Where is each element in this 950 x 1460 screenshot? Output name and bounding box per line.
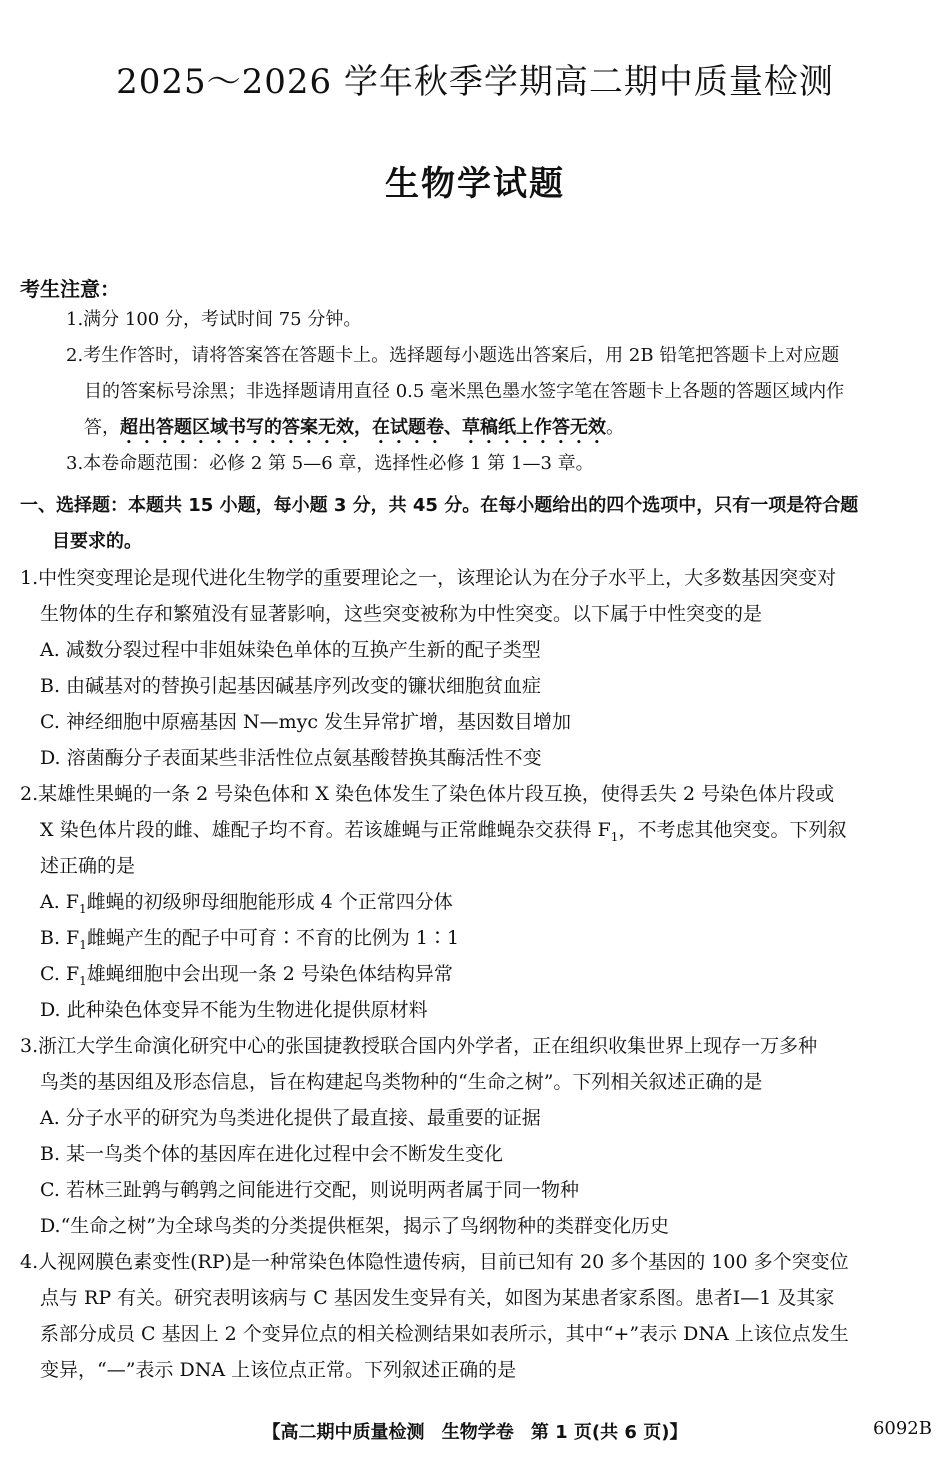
notice-item-2-line-1: 2.考生作答时，请将答案答在答题卡上。选择题每小题选出答案后，用 2B 铅笔把答题卡上对应题: [66, 345, 840, 366]
question-2-stem-line-1: 2.某雄性果蝇的一条 2 号染色体和 X 染色体发生了染色体片段互换，使得丢失 2 号染色体片段或: [20, 783, 835, 805]
exam-title: 2025～2026 学年秋季学期高二期中质量检测: [116, 62, 834, 102]
question-1-stem-line-2: 生物体的生存和繁殖没有显著影响，这些突变被称为中性突变。以下属于中性突变的是: [40, 603, 763, 625]
question-1-option-d: D. 溶菌酶分子表面某些非活性位点氨基酸替换其酶活性不变: [40, 747, 542, 769]
notice-item-2-line-3: [20, 410, 932, 446]
question-3-option-c: C. 若林三趾鹑与鹌鹑之间能进行交配，则说明两者属于同一物种: [40, 1179, 579, 1201]
section-one-line-2: 目要求的。: [52, 531, 142, 552]
notice-item-3: 3.本卷命题范围：必修 2 第 5—6 章，选择性必修 1 第 1—3 章。: [66, 453, 594, 474]
notice-item-2-line-2: 目的答案标号涂黑；非选择题请用直径 0.5 毫米黑色墨水签字笔在答题卡上各题的答题区域内作: [84, 381, 845, 402]
question-2-stem-text: X 染色体片段的雌、雄配子均不育。若该雄蝇与正常雌蝇杂交获得 F: [40, 819, 611, 841]
question-4-stem-line-3: 系部分成员 C 基因上 2 个变异位点的相关检测结果如表所示，其中“+”表示 DNA 上该位点发生: [40, 1323, 849, 1345]
option-label: B. F: [40, 927, 80, 949]
notice-list: [20, 302, 932, 482]
question-1-option-a: A. 减数分裂过程中非姐妹染色单体的互换产生新的配子类型: [40, 639, 541, 661]
question-1-stem-line-1: 1.中性突变理论是现代进化生物学的重要理论之一，该理论认为在分子水平上，大多数基因突变对: [20, 567, 837, 589]
question-3-option-d: D.“生命之树”为全球鸟类的分类提供框架，揭示了鸟纲物种的类群变化历史: [40, 1215, 670, 1237]
option-text: 雌蝇产生的配子中可育∶不育的比例为 1∶1: [86, 927, 460, 949]
subscript: 1: [79, 937, 87, 952]
question-3-stem-line-1: 3.浙江大学生命演化研究中心的张国捷教授联合国内外学者，正在组织收集世界上现存一万多种: [20, 1035, 818, 1057]
question-2-option-c: [20, 956, 932, 992]
question-2-option-d: D. 此种染色体变异不能为生物进化提供原材料: [40, 999, 428, 1021]
section-one-header: [20, 488, 932, 560]
question-4-stem-line-2: 点与 RP 有关。研究表明该病与 C 基因发生变异有关，如图为某患者家系图。患者Ⅰ—1 及其家: [40, 1287, 835, 1309]
question-4-stem-line-1: 4.人视网膜色素变性(RP)是一种常染色体隐性遗传病，目前已知有 20 多个基因的 100 多个突变位: [20, 1251, 849, 1273]
footer-subject: 生物学卷: [441, 1422, 514, 1443]
notice-heading: 考生注意：: [20, 277, 120, 301]
notice-item-2-prefix: 答，: [84, 417, 120, 438]
subscript: 1: [79, 973, 87, 988]
option-label: A. F: [40, 891, 79, 913]
section-one-line-1: 一、选择题：本题共 15 小题，每小题 3 分，共 45 分。在每小题给出的四个选项中，只有一项是符合题: [20, 495, 859, 516]
option-text: 雄蝇细胞中会出现一条 2 号染色体结构异常: [86, 963, 453, 985]
question-1-option-b: B. 由碱基对的替换引起基因碱基序列改变的镰状细胞贫血症: [40, 675, 542, 697]
option-text: 雌蝇的初级卵母细胞能形成 4 个正常四分体: [86, 891, 453, 913]
footer-page-number: 第 1 页(共 6 页): [530, 1422, 670, 1443]
notice-item-2-suffix: 。: [606, 417, 624, 438]
footer-exam-name: 高二期中质量检测: [280, 1422, 425, 1443]
question-1-option-c: C. 神经细胞中原癌基因 N—myc 发生异常扩增，基因数目增加: [40, 711, 572, 733]
question-2-stem-line-3: 述正确的是: [40, 855, 136, 877]
page-footer: [0, 1418, 950, 1444]
question-2-stem-text-end: ，不考虑其他突变。下列叙: [618, 819, 847, 841]
question-2-option-b: [20, 920, 932, 956]
exam-subject-title: 生物学试题: [385, 164, 565, 204]
subscript: 1: [78, 901, 87, 916]
paper-code: 6092B: [872, 1418, 932, 1439]
notice-item-2-emphasis: 超出答题区域书写的答案无效，在试题卷、草稿纸上作答无效: [120, 417, 606, 438]
footer-right-bracket: 】: [669, 1422, 688, 1443]
option-label: C. F: [40, 963, 80, 985]
question-3-option-b: B. 某一鸟类个体的基因库在进化过程中会不断发生变化: [40, 1143, 504, 1165]
question-list: [20, 560, 932, 1388]
notice-item-1: 1.满分 100 分，考试时间 75 分钟。: [66, 309, 362, 330]
question-2-option-a: [20, 884, 932, 920]
question-3-option-a: A. 分子水平的研究为鸟类进化提供了最直接、最重要的证据: [40, 1107, 541, 1129]
question-3-stem-line-2: 鸟类的基因组及形态信息，旨在构建起鸟类物种的“生命之树”。下列相关叙述正确的是: [40, 1071, 763, 1093]
question-4-stem-line-4: 变异，“—”表示 DNA 上该位点正常。下列叙述正确的是: [40, 1359, 517, 1381]
subscript: 1: [610, 829, 619, 844]
footer-left-bracket: 【: [262, 1422, 281, 1443]
question-2-stem-line-2: [20, 812, 932, 848]
